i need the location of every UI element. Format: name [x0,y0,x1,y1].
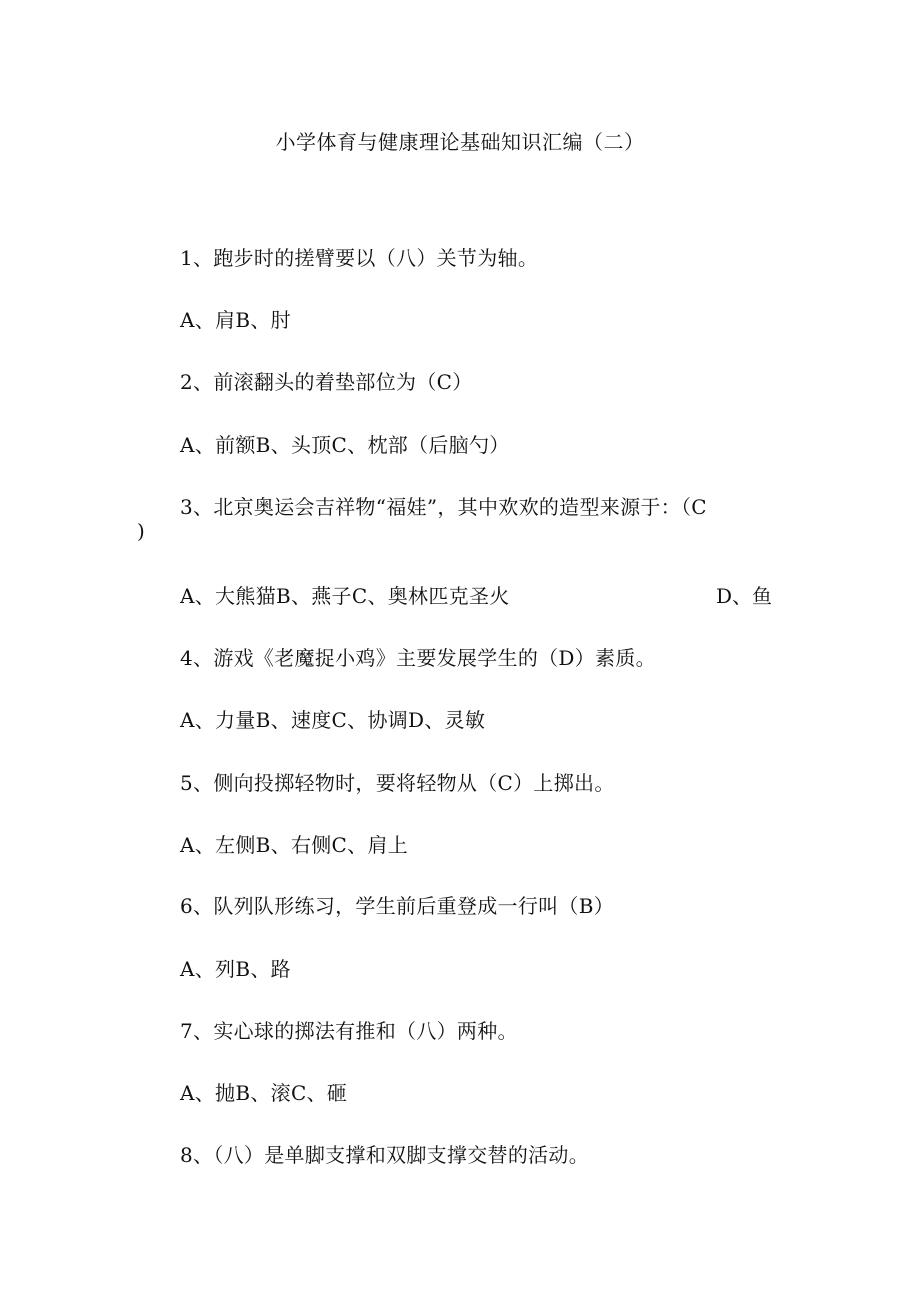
question-4: 4、游戏《老魔捉小鸡》主要发展学生的（D）素质。 [180,646,656,670]
question-6: 6、队列队形练习，学生前后重登成一行叫（B） [180,894,615,918]
options-4: A、力量B、速度C、协调D、灵敏 [180,708,486,732]
question-8: 8、（八）是单脚支撑和双脚支撑交替的活动。 [180,1143,590,1167]
options-7: A、抛B、滚C、砸 [180,1081,348,1105]
options-2: A、前额B、头顶C、枕部（后脑勺） [180,433,510,457]
question-3: 3、北京奥运会吉祥物“福娃”，其中欢欢的造型来源于：（C [180,495,707,519]
options-3: A、大熊猫B、燕子C、奥林匹克圣火 [180,584,510,608]
options-5: A、左侧B、右侧C、肩上 [180,833,409,857]
question-7: 7、实心球的掷法有推和（八）两种。 [180,1019,518,1043]
document-title: 小学体育与健康理论基础知识汇编（二） [275,130,645,154]
options-6: A、列B、路 [180,957,291,981]
question-5: 5、侧向投掷轻物时，要将轻物从（C）上掷出。 [180,771,615,795]
question-3-continuation: ) [137,519,145,543]
options-3-right: D、鱼 [716,584,773,608]
options-1: A、肩B、肘 [180,308,291,332]
question-1: 1、跑步时的搓臂要以（八）关节为轴。 [180,246,539,270]
question-2: 2、前滚翻头的着垫部位为（C） [180,370,473,394]
